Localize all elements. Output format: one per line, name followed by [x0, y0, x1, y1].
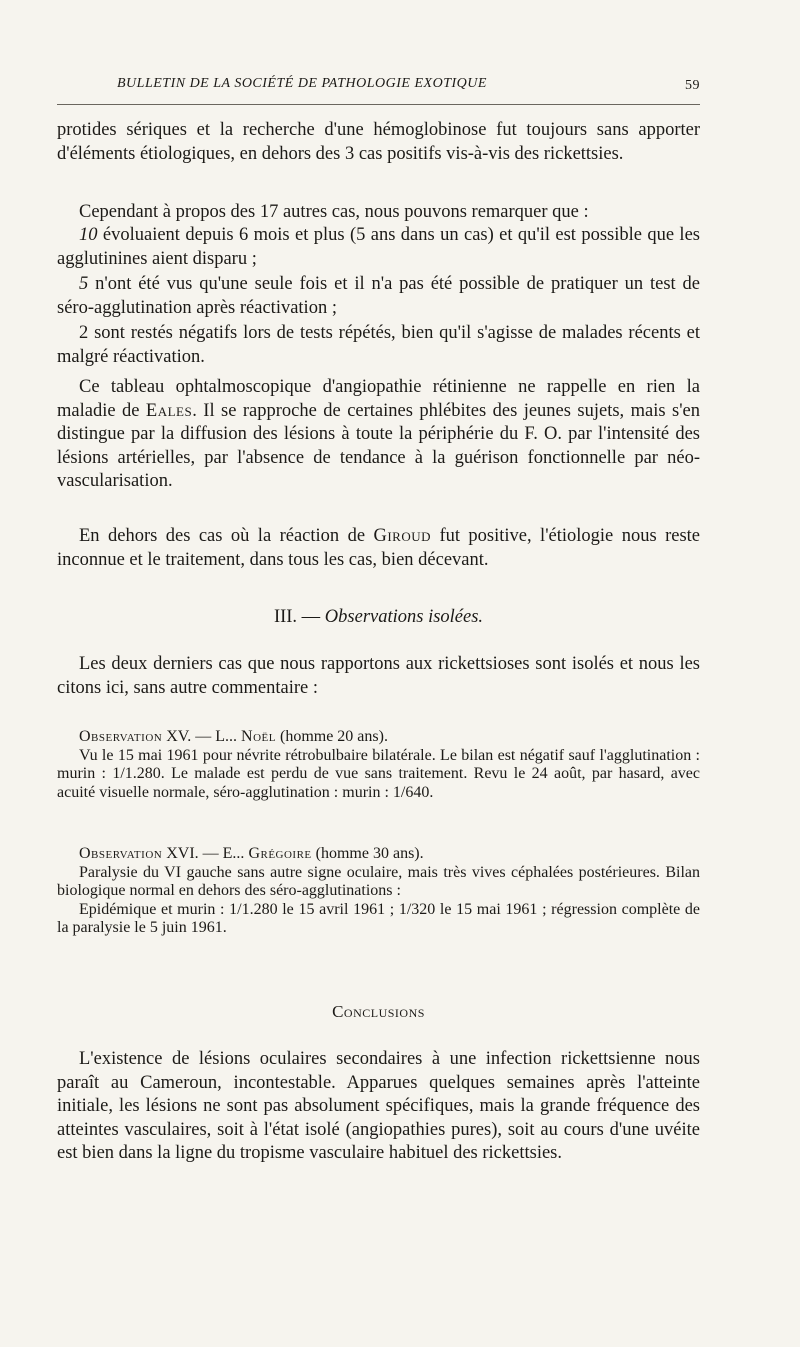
observation-xvi [57, 845, 700, 938]
conclusions-paragraph: L'existence de lésions oculaires secondaires à une infection rickettsienne nous paraît au Cameroun, incontestable. Apparues quelques semaines après l'atteinte initiale, les lésions ne sont pas absolument spécifiques, mais la grande fréquence des atteintes vasculaires, soit à l'état isolé (angiopathies pures), soit au cours d'une uvéite est bien dans la ligne du tropisme vasculaire habituel des rickettsies. [57, 1049, 700, 1164]
paragraph-ten-cases-text: évoluaient depuis 6 mois et plus (5 ans dans un cas) et qu'il est possible que les agglutinines aient disparu ; [57, 225, 700, 269]
observation-xvi-text: Paralysie du VI gauche sans autre signe oculaire, mais très vives céphalées postérieures. Bilan biologique normal en dehors des séro-agglutinations : [57, 863, 700, 900]
observation-xv-text: Vu le 15 mai 1961 pour névrite rétrobulbaire bilatérale. Le bilan est négatif sauf l'agglutination : murin : 1/1.280. Le malade est perdu de vue sans traitement. Revu le 24 août, par hasard, avec acuité visuelle normale, séro-agglutination : murin : 1/640. [57, 746, 700, 801]
observation-xv-heading: Observation XV. — L... Noël (homme 20 ans). [79, 728, 388, 745]
case-count-five: 5 [79, 274, 89, 294]
paragraph-two-cases: 2 sont restés négatifs lors de tests répétés, bien qu'il s'agisse de malades récents et malgré réactivation. [57, 323, 700, 367]
patient-name: Noël [241, 728, 276, 745]
patient-name: Grégoire [248, 845, 312, 862]
observation-xv [57, 728, 700, 802]
observation-xvi-text-2: Epidémique et murin : 1/1.280 le 15 avril 1961 ; 1/320 le 15 mai 1961 ; régression complète de la paralysie le 5 juin 1961. [57, 900, 700, 937]
paragraph-ten-cases [57, 224, 700, 271]
paragraph-derniers-cas: Les deux derniers cas que nous rapportons aux rickettsioses sont isolés et nous les citons ici, sans autre commentaire : [57, 654, 700, 698]
case-count-ten: 10 [79, 225, 98, 245]
paragraph-giroud: En dehors des cas où la réaction de Giroud fut positive, l'étiologie nous reste inconnue et le traitement, dans tous les cas, bien décevant. [57, 526, 700, 570]
conclusions-heading: Conclusions [332, 1002, 425, 1021]
author-giroud: Giroud [373, 526, 432, 546]
header-rule [57, 104, 700, 105]
paragraph-five-cases-text: n'ont été vus qu'une seule fois et il n'a pas été possible de pratiquer un test de séro-agglutination après réactivation ; [57, 274, 700, 318]
author-eales: Eales [145, 400, 193, 421]
section-heading-observations: III. — Observations isolées. [273, 607, 484, 627]
observation-xvi-heading: Observation XVI. — E... Grégoire (homme 30 ans). [79, 845, 424, 862]
paragraph-tableau: Ce tableau ophtalmoscopique d'angiopathie rétinienne ne rappelle en rien la maladie de Eales. Il se rapproche de certaines phlébites des jeunes sujets, mais s'en distingue par la diffusion des lésions à toute la périphérie du F. O. par l'intensité des lésions artérielles, par l'absence de tendance à la guérison fonctionnelle par néo-vascularisation. [57, 377, 700, 492]
paragraph-protides: protides sériques et la recherche d'une hémoglobinose fut toujours sans apporter d'éléments étiologiques, en dehors des 3 cas positifs vis-à-vis des rickettsies. [57, 120, 700, 164]
paragraph-cependant: Cependant à propos des 17 autres cas, nous pouvons remarquer que : [79, 202, 589, 222]
page-number: 59 [685, 78, 700, 93]
paragraph-five-cases [57, 273, 700, 320]
journal-title: BULLETIN DE LA SOCIÉTÉ DE PATHOLOGIE EXOTIQUE [117, 76, 487, 91]
